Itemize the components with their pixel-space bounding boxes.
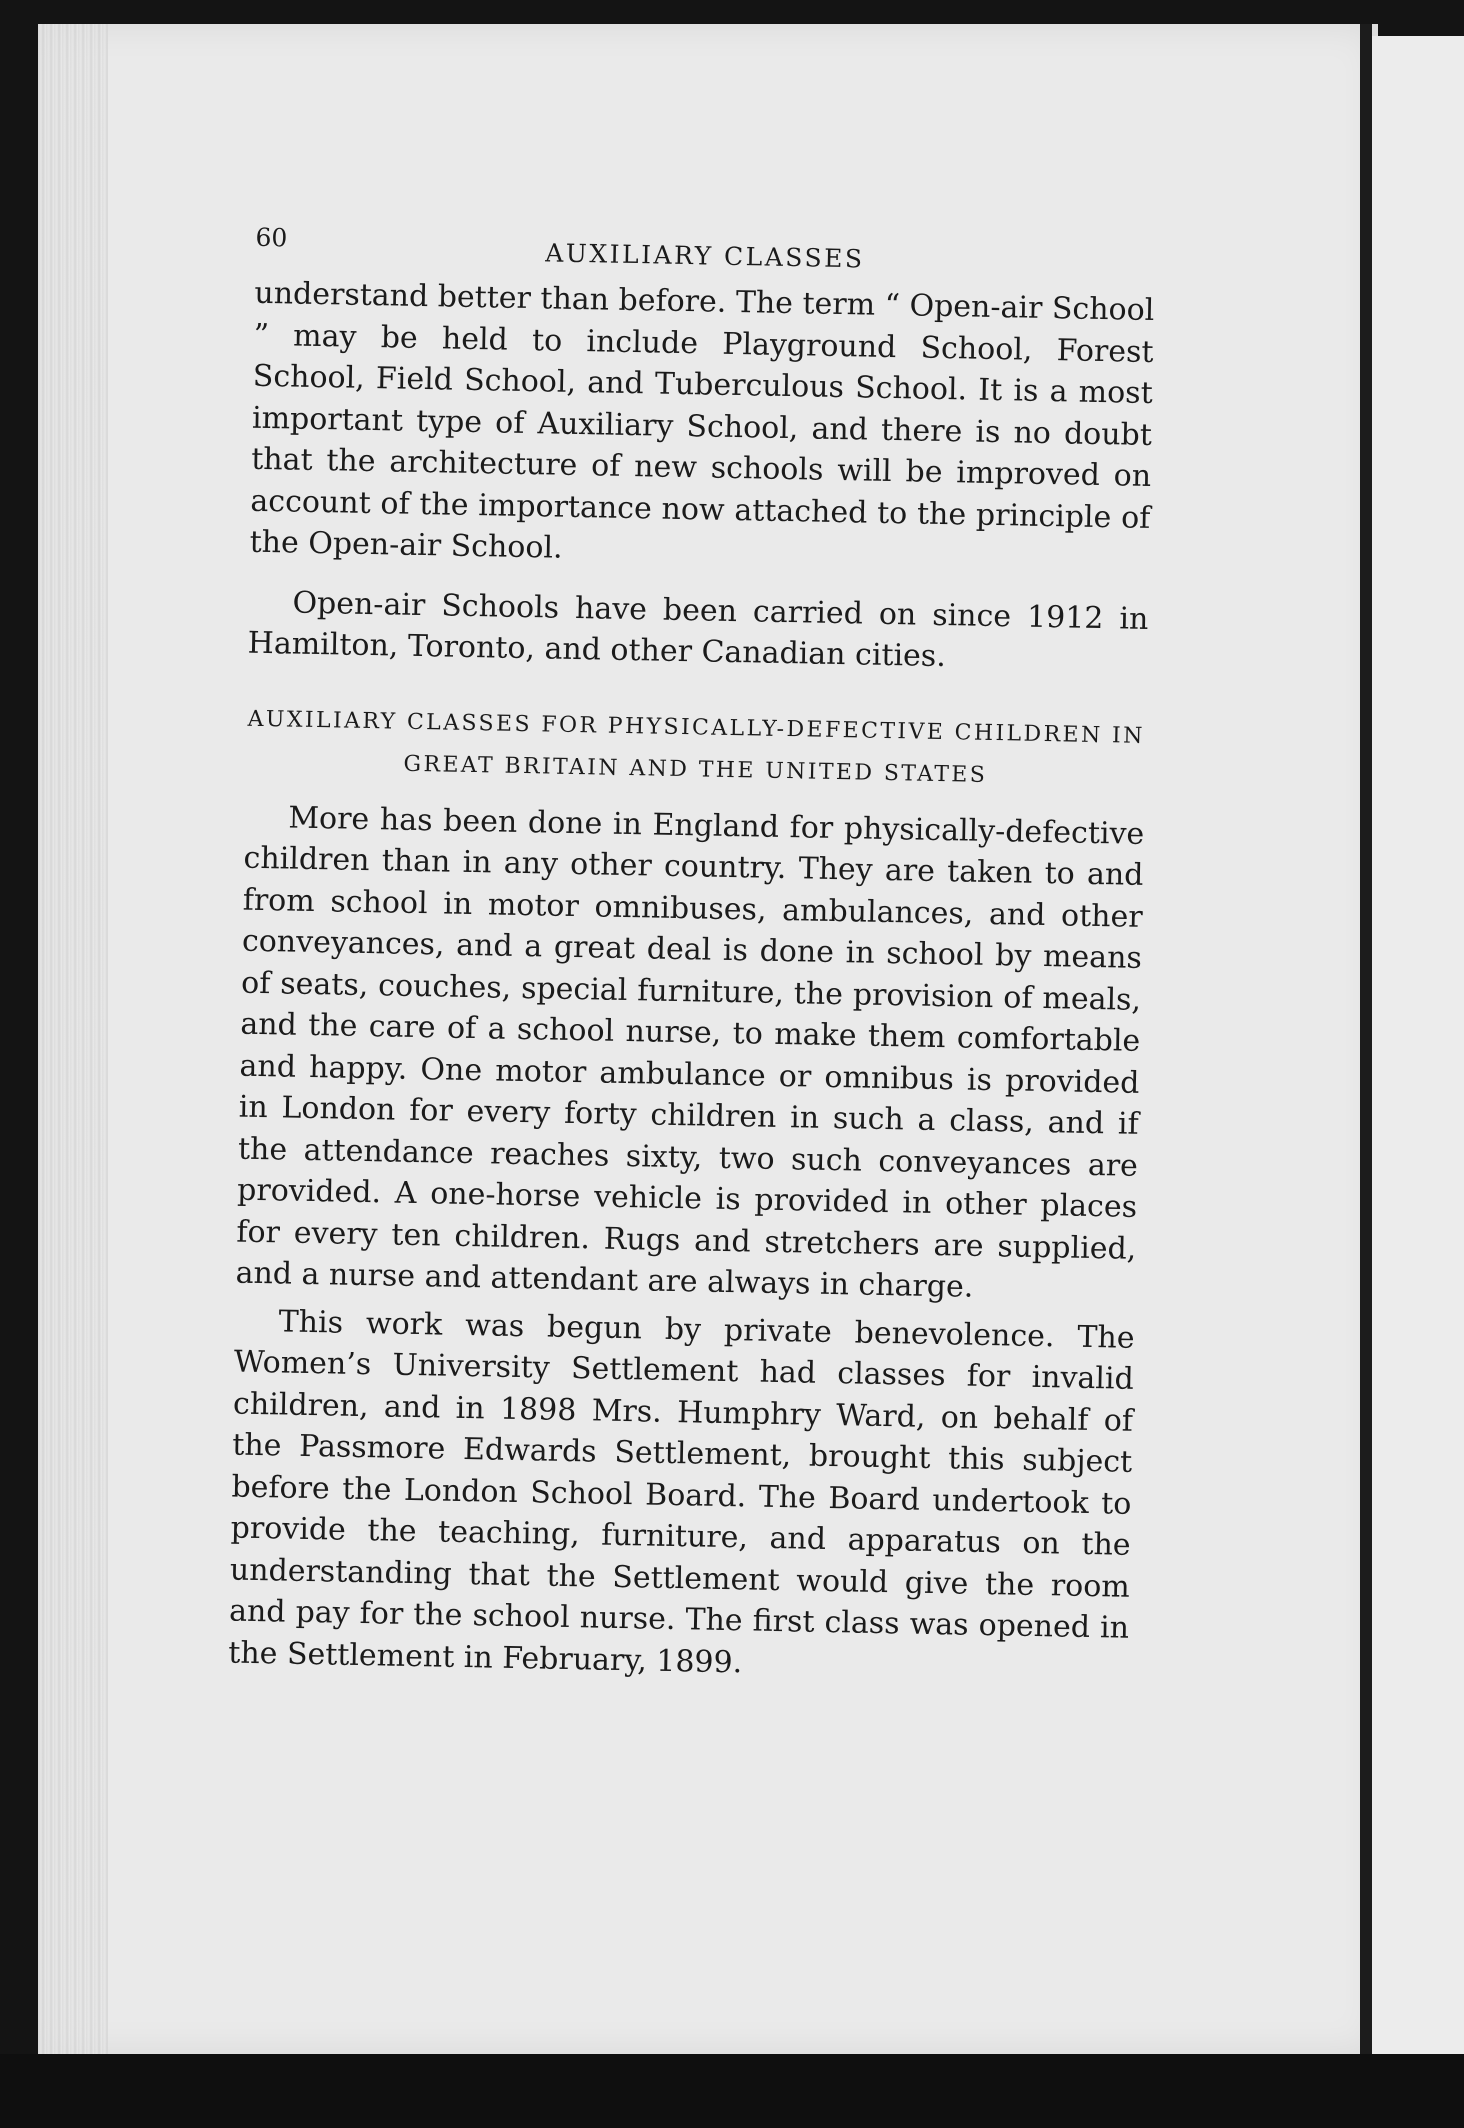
section-heading-line-2: GREAT BRITAIN AND THE UNITED STATES [403,751,988,788]
facing-page-edge [1372,36,1464,2056]
running-title: AUXILIARY CLASSES [544,238,865,274]
book-gutter [1360,24,1372,2054]
section-heading-line-1: AUXILIARY CLASSES FOR PHYSICALLY-DEFECTIVE CHILDREN IN [247,706,1146,749]
page-edges [38,24,108,2054]
paragraph-history: This work was begun by private benevolence. The Women’s University Settlement had classes for invalid children, and in 1898 Mrs. Humphry Ward, on behalf of the Passmore Edwards Settlement, brought this subject before the London School Board. The Board undertook to provide the teaching, furniture, and apparatus on the understanding that the Settlement would give the room and pay for the school nurse. The first class was opened in the Settlement in February, 1899. [228,1303,1135,1680]
page-number: 60 [255,222,288,253]
paragraph-england-provisions: More has been done in England for physically-defective children than in any other country. They are taken to and from school in motor omnibuses, ambulances, and other conveyances, and a great deal is done in school by means of seats, couches, special furniture, the provision of meals, and the care of a school nurse, to make them comfortable and happy. One motor ambulance or omnibus is provided in London for every forty children in such a class, and if the attendance reaches sixty, two such conveyances are provided. A one-horse vehicle is provided in other places for every ten children. Rugs and stretchers are supplied, and a nurse and attendant are always in charge. [235,800,1145,1305]
page-text-block [188,212,1166,1691]
scan-background [0,2054,1464,2128]
paragraph-open-air-definition: understand better than before. The term “ Open-air School ” may be held to include Playground School, Forest School, Field School, and Tuberculous School. It is a most important type of Auxiliary School, and there is no doubt that the architecture of new schools will be improved on account of the importance now attached to the principle of the Open-air School. [249,275,1155,566]
paragraph-canadian-cities: Open-air Schools have been carried on since 1912 in Hamilton, Toronto, and other Canadian cities. [247,585,1149,675]
